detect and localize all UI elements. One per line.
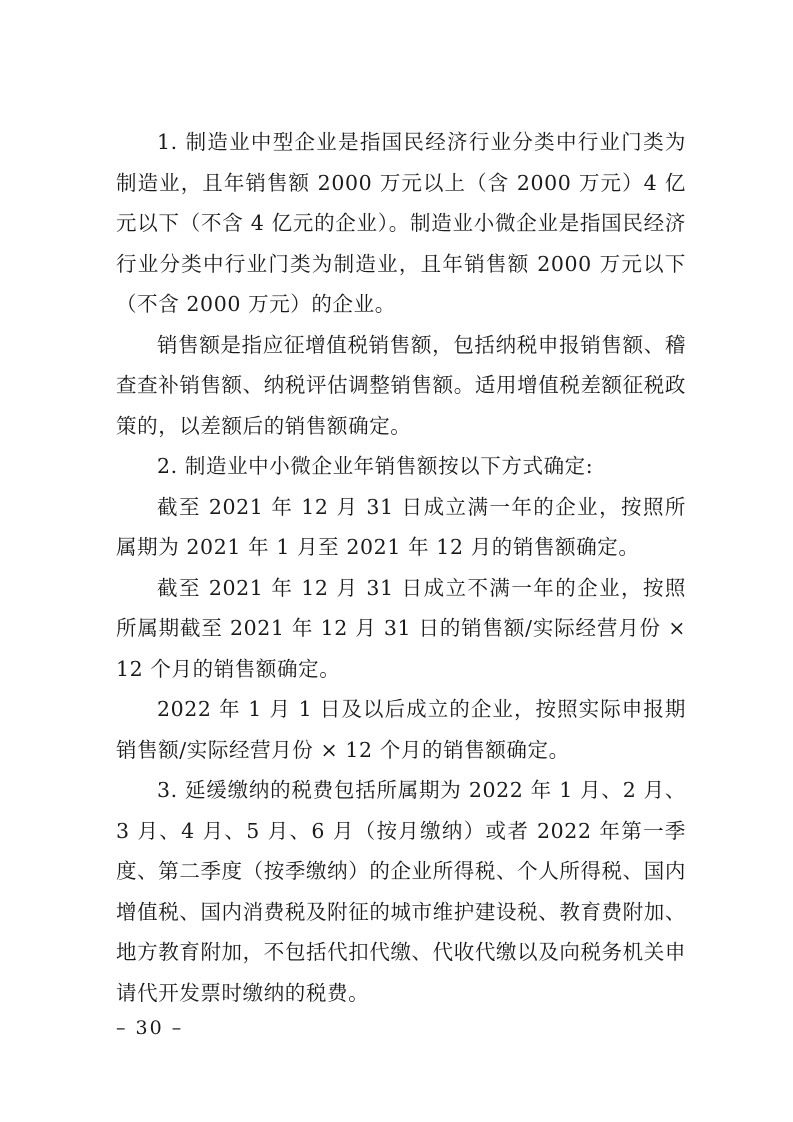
paragraph-sales-determination-heading: 2. 制造业中小微企业年销售额按以下方式确定:	[157, 454, 594, 478]
paragraph-new-enterprises-2022: 2022 年 1 月 1 日及以后成立的企业，按照实际申报期销售额/实际经营月份 × 12 个月的销售额确定。	[116, 697, 686, 762]
page-number: – 30 –	[116, 1017, 184, 1039]
paragraph-medium-enterprise-definition: 1. 制造业中型企业是指国民经济行业分类中行业门类为制造业，且年销售额 2000 万元以上（含 2000 万元）4 亿元以下（不含 4 亿元的企业）。制造业小微企业是指国民经济行业分类中行业门类为制造业，且年销售额 2000 万元以下（不含 2000 万元）的企业。	[116, 130, 686, 316]
paragraph-partial-year-enterprises: 截至 2021 年 12 月 31 日成立不满一年的企业，按照所属期截至 2021 年 12 月 31 日的销售额/实际经营月份 × 12 个月的销售额确定。	[116, 575, 686, 681]
paragraph-full-year-enterprises: 截至 2021 年 12 月 31 日成立满一年的企业，按照所属期为 2021 年 1 月至 2021 年 12 月的销售额确定。	[116, 494, 686, 559]
document-body	[116, 122, 686, 1013]
paragraph-sales-definition: 销售额是指应征增值税销售额，包括纳税申报销售额、稽查查补销售额、纳税评估调整销售额。适用增值税差额征税政策的，以差额后的销售额确定。	[116, 332, 686, 438]
paragraph-deferred-taxes-scope: 3. 延缓缴纳的税费包括所属期为 2022 年 1 月、2 月、3 月、4 月、5 月、6 月（按月缴纳）或者 2022 年第一季度、第二季度（按季缴纳）的企业所得税、个人所得税、国内增值税、国内消费税及附征的城市维护建设税、教育费附加、地方教育附加，不包括代扣代缴、代收代缴以及向税务机关申请代开发票时缴纳的税费。	[116, 778, 686, 1005]
